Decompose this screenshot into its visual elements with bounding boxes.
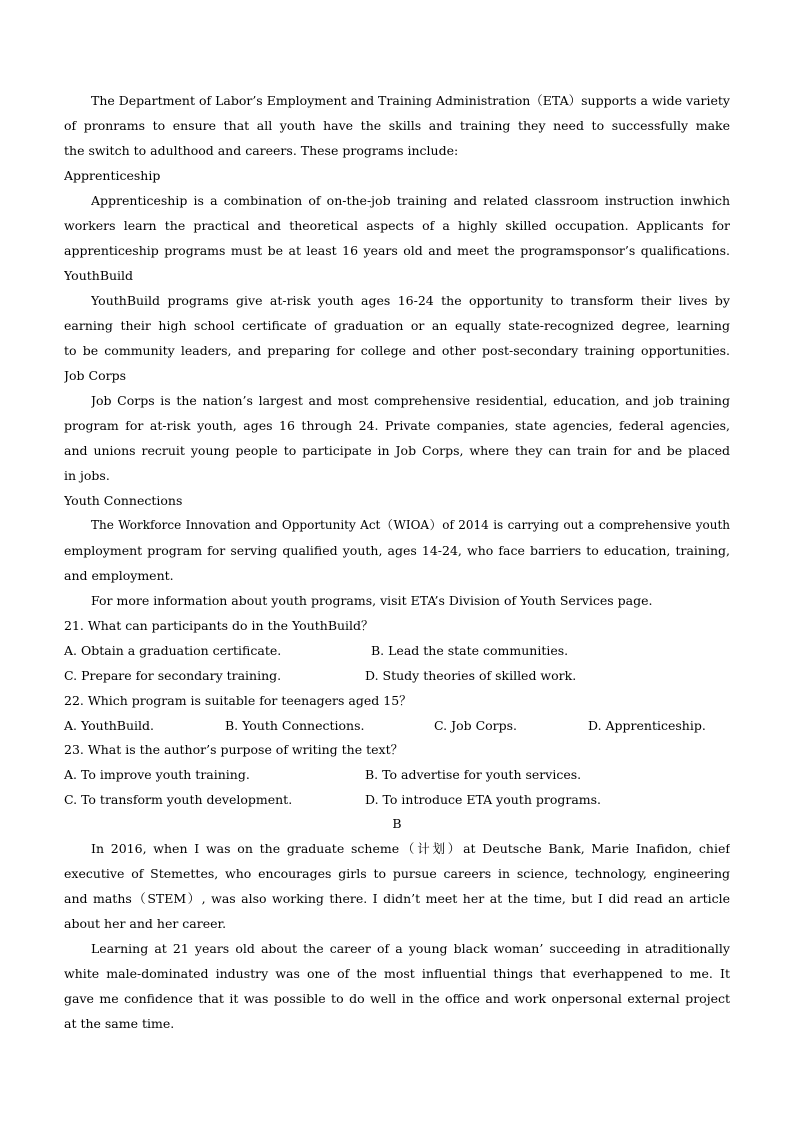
youth-connections-line-2: employment program for serving qualified youth, ages 14-24, who face barriers to education, training,: [64, 543, 730, 558]
question-21-option-c: C. Prepare for secondary training.: [64, 668, 282, 683]
apprenticeship-line-3: apprenticeship programs must be at least 16 years old and meet the programsponsor’s qualifications.: [64, 243, 730, 258]
section-heading-job-corps: Job Corps: [64, 368, 126, 383]
question-22-option-b: B. Youth Connections.: [225, 718, 365, 733]
passage-b-p2-line-2: white male-dominated industry was one of the most influential things that everhappened to me. It: [64, 966, 730, 981]
section-heading-youth-connections: Youth Connections: [64, 493, 183, 508]
question-22-option-c: C. Job Corps.: [434, 718, 518, 733]
question-23-option-c: C. To transform youth development.: [64, 792, 293, 807]
passage-b-p1-line-4: about her and her career.: [64, 916, 227, 931]
question-22-stem: 22. Which program is suitable for teenagers aged 15？: [64, 693, 412, 708]
question-23-option-d: D. To introduce ETA youth programs.: [365, 792, 602, 807]
passage-b-p2-line-4: at the same time.: [64, 1016, 175, 1031]
question-22-option-a: A. YouthBuild.: [64, 718, 154, 733]
youthbuild-line-3: to be community leaders, and preparing for college and other post-secondary training opportunities.: [64, 343, 730, 358]
job-corps-line-2: program for at-risk youth, ages 16 through 24. Private companies, state agencies, federal agencies,: [64, 418, 730, 433]
section-heading-apprenticeship: Apprenticeship: [64, 168, 161, 183]
passage-b-p1-line-3: and maths（STEM）, was also working there. I didn’t meet her at the time, but I did read an article: [64, 891, 730, 906]
question-22-option-d: D. Apprenticeship.: [588, 718, 706, 733]
question-23-option-b: B. To advertise for youth services.: [365, 767, 582, 782]
question-21-stem: 21. What can participants do in the YouthBuild？: [64, 618, 374, 633]
passage-b-label: B: [392, 816, 402, 831]
passage-a-intro-line-1: The Department of Labor’s Employment and Training Administration（ETA）supports a wide variety: [91, 93, 730, 108]
job-corps-line-1: Job Corps is the nation’s largest and most comprehensive residential, education, and job training: [91, 393, 730, 408]
passage-b-p1-line-2: executive of Stemettes, who encourages girls to pursue careers in science, technology, engineering: [64, 866, 730, 881]
passage-a-closing: For more information about youth programs, visit ETA’s Division of Youth Services page.: [91, 593, 653, 608]
youthbuild-line-2: earning their high school certificate of graduation or an equally state-recognized degree, learning: [64, 318, 730, 333]
passage-a-intro-line-3: the switch to adulthood and careers. These programs include:: [64, 143, 459, 158]
apprenticeship-line-2: workers learn the practical and theoretical aspects of a highly skilled occupation. Applicants for: [64, 218, 730, 233]
youth-connections-line-1: The Workforce Innovation and Opportunity Act（WIOA）of 2014 is carrying out a comprehensive youth: [91, 518, 730, 532]
question-23-option-a: A. To improve youth training.: [64, 767, 250, 782]
question-23-stem: 23. What is the author’s purpose of writing the text？: [64, 742, 404, 757]
question-21-option-a: A. Obtain a graduation certificate.: [64, 643, 282, 658]
question-21-option-d: D. Study theories of skilled work.: [365, 668, 577, 683]
question-21-option-b: B. Lead the state communities.: [371, 643, 569, 658]
job-corps-line-3: and unions recruit young people to participate in Job Corps, where they can train for and be placed: [64, 443, 730, 458]
passage-b-p1-line-1: In 2016, when I was on the graduate scheme（计划）at Deutsche Bank, Marie Inafidon, chief: [91, 841, 730, 856]
passage-b-p2-line-3: gave me confidence that it was possible to do well in the office and work onpersonal external project: [64, 991, 730, 1006]
youth-connections-line-3: and employment.: [64, 568, 174, 583]
passage-b-p2-line-1: Learning at 21 years old about the career of a young black woman’ succeeding in atraditionally: [91, 941, 730, 956]
apprenticeship-line-1: Apprenticeship is a combination of on-the-job training and related classroom instruction inwhich: [91, 193, 730, 208]
section-heading-youthbuild: YouthBuild: [64, 268, 134, 283]
passage-a-intro-line-2: of pronrams to ensure that all youth have the skills and training they need to successfully make: [64, 118, 730, 133]
youthbuild-line-1: YouthBuild programs give at-risk youth ages 16-24 the opportunity to transform their lives by: [91, 293, 730, 308]
job-corps-line-4: in jobs.: [64, 468, 110, 483]
